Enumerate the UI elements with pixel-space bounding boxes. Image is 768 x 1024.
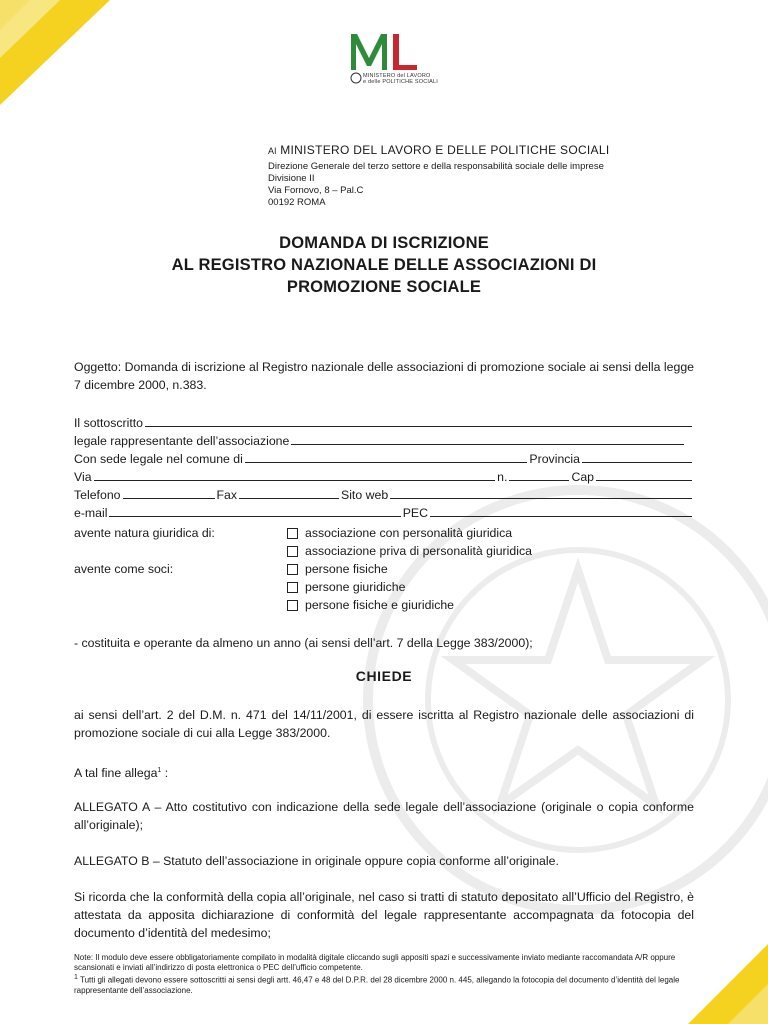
ministry-logo-line1: MINISTERO del LAVORO: [363, 73, 431, 79]
label-sito-web: Sito web: [341, 488, 389, 502]
corner-decoration-top-left: [0, 0, 110, 105]
allega-footnote-mark: 1: [157, 767, 162, 774]
option-priva-personalita-label: associazione priva di personalità giuridica: [305, 544, 532, 558]
chiede-heading: CHIEDE: [355, 668, 413, 684]
address-divisione: Divisione II: [268, 173, 315, 184]
footnotes: [74, 953, 694, 996]
field-sottoscritto[interactable]: [145, 414, 692, 427]
form-row-contatti: [74, 486, 694, 504]
form-row-email: [74, 504, 694, 522]
address-direzione: Direzione Generale del terzo settore e della responsabilità sociale delle imprese: [268, 161, 604, 172]
label-soci: avente come soci:: [74, 562, 174, 576]
recipient-prefix: Al: [268, 146, 277, 156]
document-title: [0, 232, 768, 298]
ministry-logo-line2: e delle POLITICHE SOCIALI: [363, 79, 438, 85]
checkbox-priva-personalita[interactable]: [287, 546, 298, 557]
note-allegati-line: [74, 973, 694, 996]
field-pec[interactable]: [430, 504, 692, 517]
costituita-paragraph: - costituita e operante da almeno un anno (ai sensi dell’art. 7 della Legge 383/2000);: [74, 636, 533, 650]
label-cap: Cap: [571, 470, 594, 484]
title-line2: AL REGISTRO NAZIONALE DELLE ASSOCIAZIONI DI: [171, 256, 597, 274]
note-modulo: Note: Il modulo deve essere obbligatoriamente compilato in modalità digitale cliccando sugli appositi spazi e successivamente inviato mediante raccomandata A/R oppure scansionati e inviati all’indirizzo di posta elettronica o PEC dell’ufficio competente.: [74, 953, 676, 972]
recipient-name: MINISTERO DEL LAVORO E DELLE POLITICHE SOCIALI: [280, 143, 610, 157]
ministry-logo-text: [363, 73, 438, 85]
field-fax[interactable]: [239, 486, 339, 499]
allegato-a-paragraph: ALLEGATO A – Atto costitutivo con indicazione della sede legale dell’associazione (originale o copia conforme all’originale);: [74, 800, 694, 832]
label-provincia: Provincia: [529, 452, 580, 466]
form-row-via: [74, 468, 694, 486]
field-cap[interactable]: [596, 468, 692, 481]
label-sede: Con sede legale nel comune di: [74, 452, 243, 466]
form-row-legale: [74, 432, 694, 450]
checkbox-persone-fisiche[interactable]: [287, 564, 298, 575]
checkbox-persone-giuridiche[interactable]: [287, 582, 298, 593]
field-sito-web[interactable]: [390, 486, 692, 499]
label-legale: legale rappresentante dell’associazione: [74, 434, 290, 448]
allega-colon: :: [161, 766, 169, 781]
label-fax: Fax: [216, 488, 237, 502]
form-row-sede: [74, 450, 694, 468]
field-associazione[interactable]: [291, 432, 684, 445]
option-persone-giuridiche-label: persone giuridiche: [305, 580, 406, 594]
option-fisiche-giuridiche[interactable]: [287, 598, 454, 612]
field-provincia[interactable]: [582, 450, 692, 463]
label-telefono: Telefono: [74, 488, 121, 502]
field-numero[interactable]: [509, 468, 569, 481]
address-city: 00192 ROMA: [268, 197, 326, 208]
note-allegati: Tutti gli allegati devono essere sottoscritti ai sensi degli artt. 46,47 e 48 del D.P.R. del 28 dicembre 2000 n. 445, allegando la fotocopia del documento d’identità del legale rappresentante dell’associazione.: [74, 975, 680, 995]
title-line3: PROMOZIONE SOCIALE: [286, 278, 482, 296]
label-sottoscritto: Il sottoscritto: [74, 416, 144, 430]
field-comune[interactable]: [245, 450, 528, 463]
option-persone-fisiche-label: persone fisiche: [305, 562, 388, 576]
option-con-personalita[interactable]: [287, 526, 512, 540]
option-persone-fisiche[interactable]: [287, 562, 388, 576]
address-street: Via Fornovo, 8 – Pal.C: [268, 185, 364, 196]
note-allegati-mark: 1: [74, 974, 78, 981]
label-natura-giuridica: avente natura giuridica di:: [74, 526, 215, 540]
label-email: e-mail: [74, 506, 108, 520]
option-persone-giuridiche[interactable]: [287, 580, 406, 594]
label-pec: PEC: [402, 506, 428, 520]
field-telefono[interactable]: [123, 486, 215, 499]
checkbox-fisiche-giuridiche[interactable]: [287, 600, 298, 611]
checkbox-con-personalita[interactable]: [287, 528, 298, 539]
allegato-b-paragraph: ALLEGATO B – Statuto dell’associazione in originale oppure copia conforme all’originale.: [74, 854, 559, 868]
form-row-sottoscritto: [74, 414, 694, 432]
option-con-personalita-label: associazione con personalità giuridica: [305, 526, 513, 540]
label-via: Via: [74, 470, 92, 484]
title-line1: DOMANDA DI ISCRIZIONE: [279, 234, 489, 252]
si-ricorda-paragraph: Si ricorda che la conformità della copia all’originale, nel caso si tratti di statuto depositato all’Ufficio del Registro, è attestata da apposita dichiarazione di conformità del legale rappresentante accompagnata da fotocopia del documento d’identità del medesimo;: [74, 890, 694, 940]
field-via[interactable]: [94, 468, 496, 481]
recipient-address: [268, 143, 609, 209]
ai-sensi-paragraph: ai sensi dell’art. 2 del D.M. n. 471 del 14/11/2001, di essere iscritta al Registro nazionale delle associazioni di promozione sociale di cui alla Legge 383/2000.: [74, 708, 694, 740]
label-numero: n.: [497, 470, 508, 484]
option-fisiche-giuridiche-label: persone fisiche e giuridiche: [305, 598, 455, 612]
allega-line: [74, 762, 694, 782]
oggetto-paragraph: Oggetto: Domanda di iscrizione al Registro nazionale delle associazioni di promozione sociale ai sensi della legge 7 dicembre 2000, n.383.: [74, 360, 694, 392]
allega-text: A tal fine allega: [74, 766, 158, 781]
option-priva-personalita[interactable]: [287, 544, 532, 558]
field-email[interactable]: [109, 504, 400, 517]
recipient-line: [268, 143, 609, 157]
